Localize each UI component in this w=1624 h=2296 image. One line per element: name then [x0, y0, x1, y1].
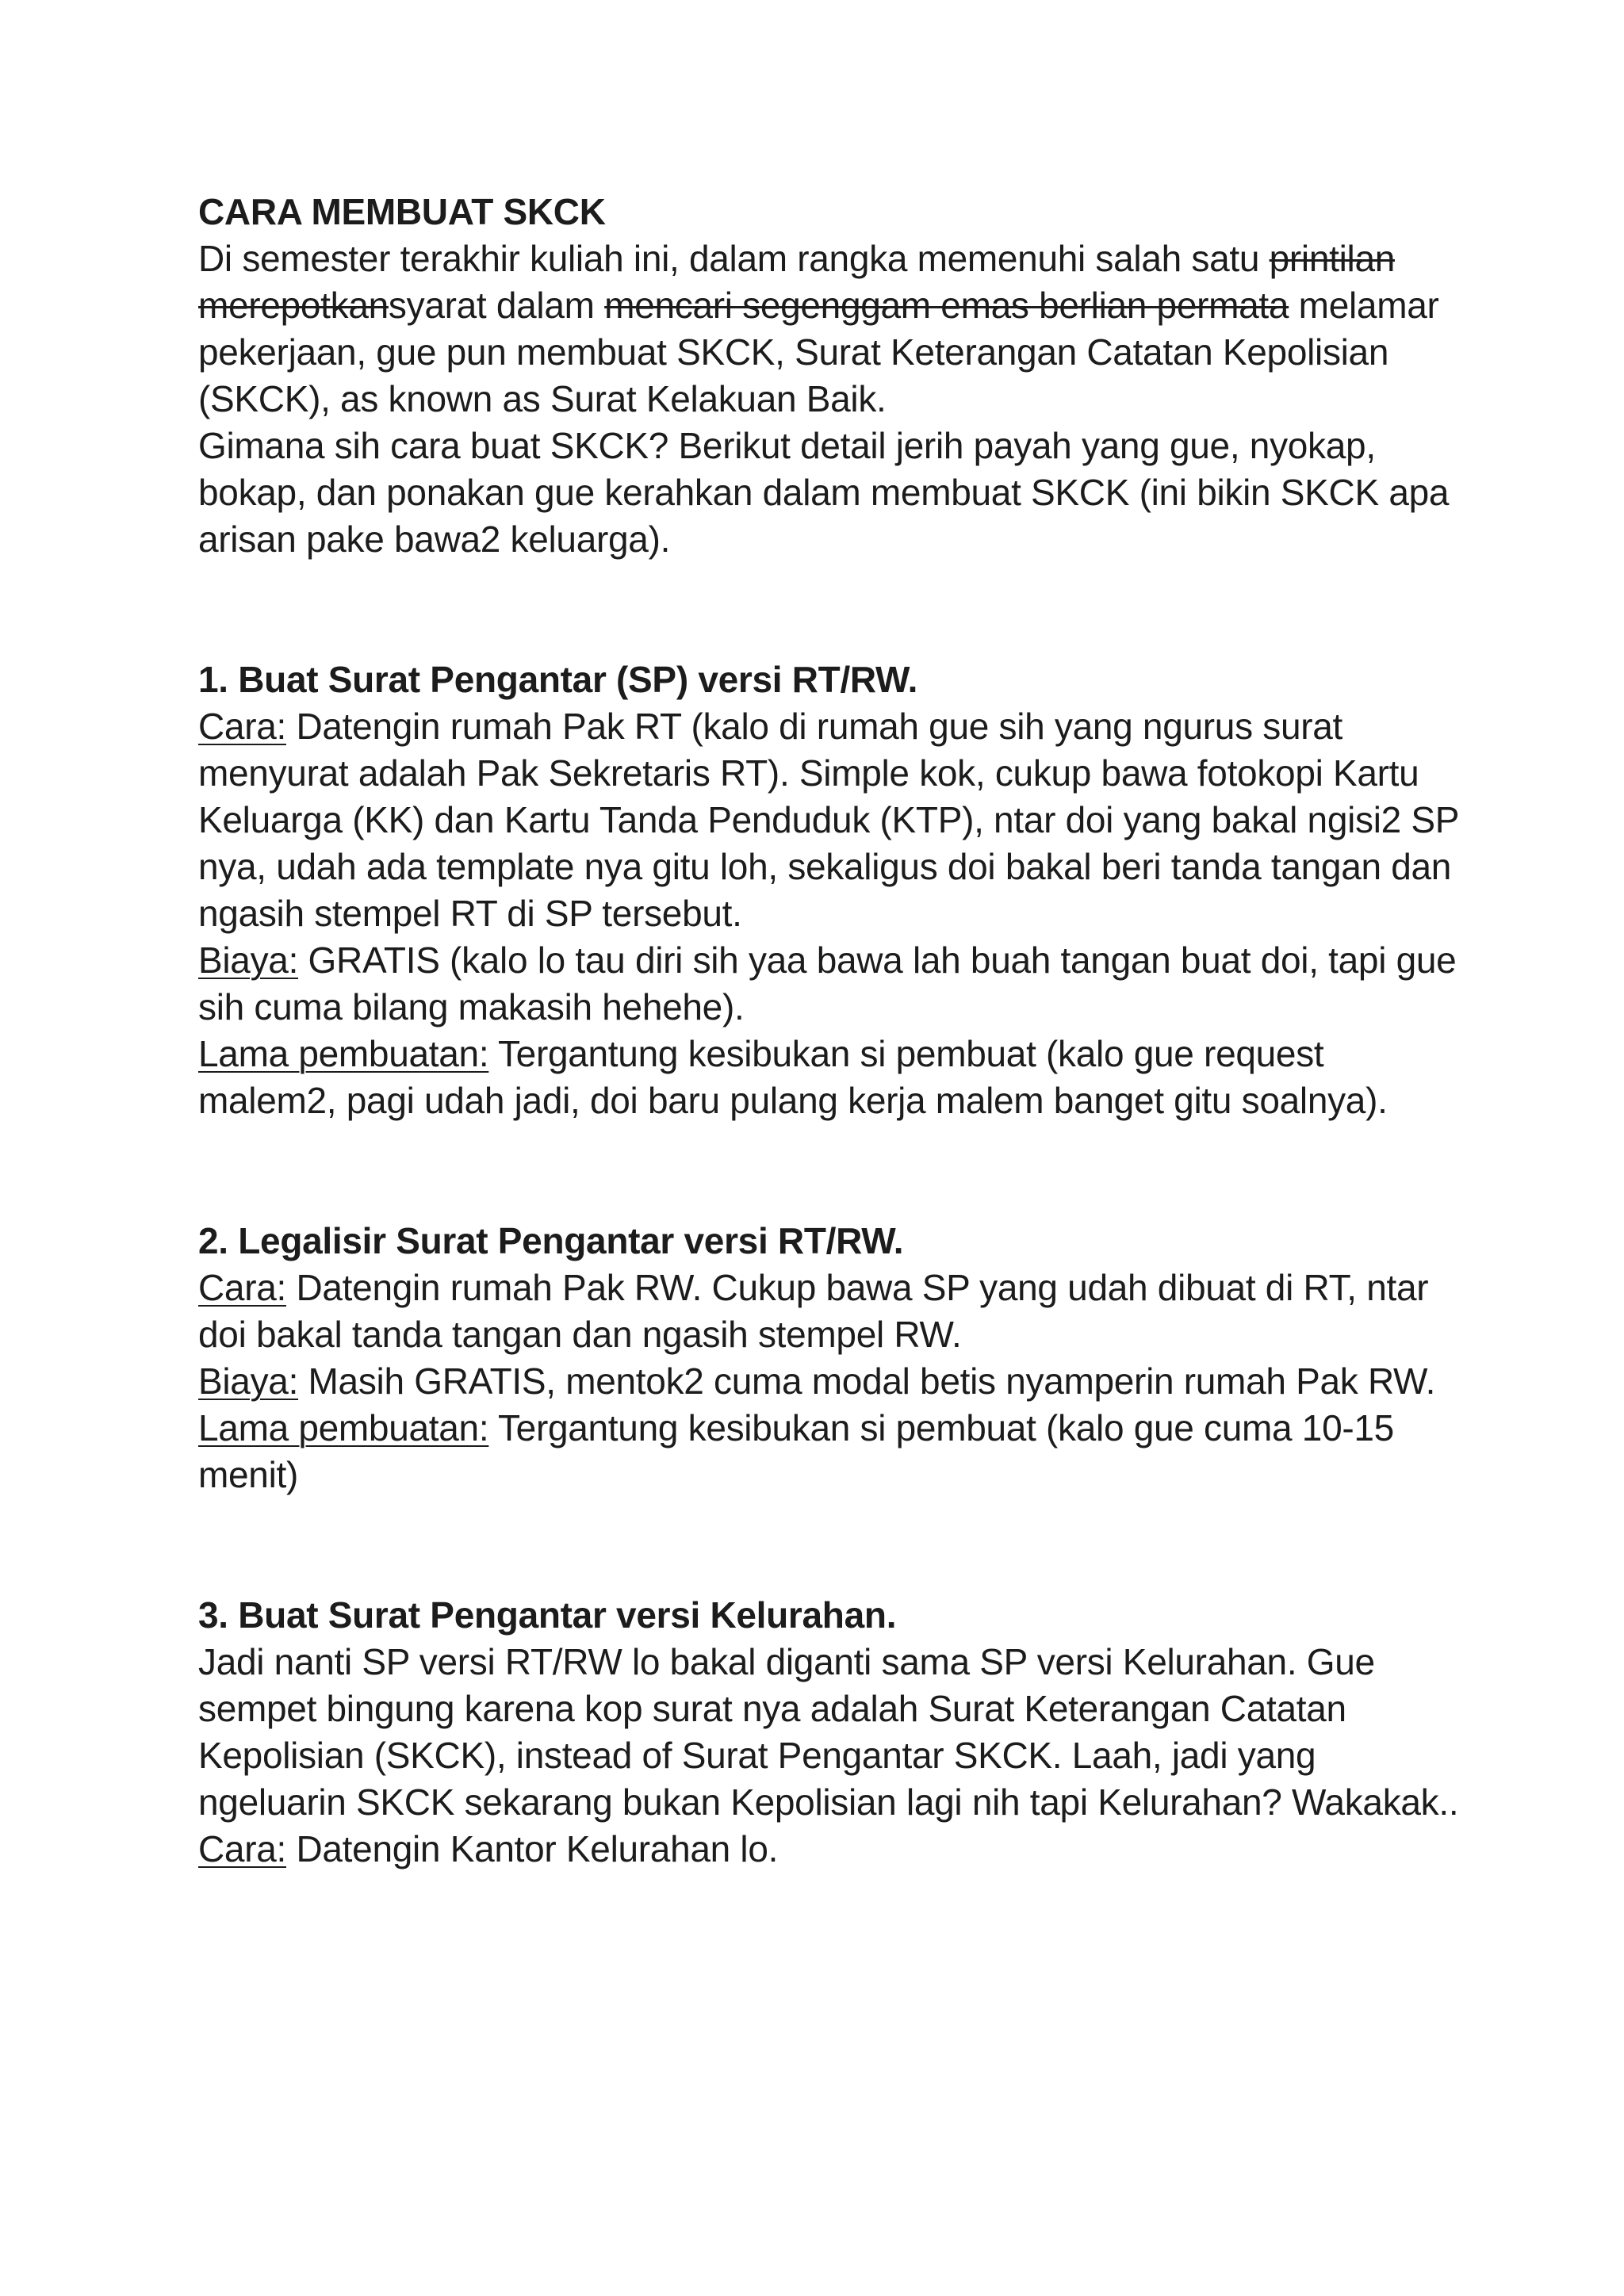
- intro-paragraph-1: [198, 235, 1467, 423]
- cara-label: Cara:: [198, 1828, 286, 1869]
- lama-text: Tergantung kesibukan si pembuat (kalo gue request malem2, pagi udah jadi, doi baru pulang kerja malem banget gitu soalnya).: [198, 1033, 1388, 1121]
- lama-label: Lama pembuatan:: [198, 1407, 489, 1448]
- intro-text-c: melamar pekerjaan, gue pun membuat SKCK, Surat Keterangan Catatan Kepolisian (SKCK), as known as Surat Kelakuan Baik.: [198, 285, 1439, 419]
- section-3-body: Jadi nanti SP versi RT/RW lo bakal diganti sama SP versi Kelurahan. Gue sempet bingung karena kop surat nya adalah Surat Keterangan Catatan Kepolisian (SKCK), instead of Surat Pengantar SKCK. Laah, jadi yang ngeluarin SKCK sekarang bukan Kepolisian lagi nih tapi Kelurahan? Wakakak..: [198, 1641, 1459, 1823]
- document-title: CARA MEMBUAT SKCK: [198, 191, 606, 232]
- cara-label: Cara:: [198, 1267, 286, 1308]
- section-2-biaya: [198, 1358, 1467, 1405]
- section-1-cara: [198, 703, 1467, 937]
- section-3-heading: 3. Buat Surat Pengantar versi Kelurahan.: [198, 1594, 897, 1636]
- cara-text: Datengin rumah Pak RW. Cukup bawa SP yang udah dibuat di RT, ntar doi bakal tanda tangan dan ngasih stempel RW.: [198, 1267, 1429, 1355]
- section-1-lama: [198, 1031, 1467, 1124]
- lama-label: Lama pembuatan:: [198, 1033, 489, 1074]
- lama-text: Tergantung kesibukan si pembuat (kalo gue cuma 10-15 menit): [198, 1407, 1394, 1495]
- cara-text: Datengin Kantor Kelurahan lo.: [286, 1828, 779, 1869]
- biaya-label: Biaya:: [198, 1360, 299, 1402]
- biaya-text: Masih GRATIS, mentok2 cuma modal betis nyamperin rumah Pak RW.: [298, 1360, 1436, 1402]
- strikethrough-text-2: mencari segenggam emas berlian permata: [604, 285, 1289, 326]
- section-2-heading: 2. Legalisir Surat Pengantar versi RT/RW.: [198, 1220, 904, 1261]
- section-2-cara: [198, 1265, 1467, 1358]
- section-1-biaya: [198, 937, 1467, 1031]
- intro-text-b: syarat dalam: [388, 285, 605, 326]
- cara-label: Cara:: [198, 706, 286, 747]
- intro-text-a: Di semester terakhir kuliah ini, dalam rangka memenuhi salah satu: [198, 238, 1270, 279]
- section-3-cara: [198, 1826, 1467, 1873]
- strikethrough-text-1: printilan merepotkan: [198, 238, 1396, 326]
- document-page: [198, 189, 1467, 1873]
- biaya-text: GRATIS (kalo lo tau diri sih yaa bawa lah buah tangan buat doi, tapi gue sih cuma bilang makasih hehehe).: [198, 939, 1457, 1027]
- section-1-heading: 1. Buat Surat Pengantar (SP) versi RT/RW.: [198, 659, 918, 700]
- section-2-lama: [198, 1405, 1467, 1498]
- cara-text: Datengin rumah Pak RT (kalo di rumah gue sih yang ngurus surat menyurat adalah Pak Sekretaris RT). Simple kok, cukup bawa fotokopi Kartu Keluarga (KK) dan Kartu Tanda Penduduk (KTP), ntar doi yang bakal ngisi2 SP nya, udah ada template nya gitu loh, sekaligus doi bakal beri tanda tangan dan ngasih stempel RT di SP tersebut.: [198, 706, 1459, 934]
- biaya-label: Biaya:: [198, 939, 299, 981]
- intro-paragraph-2: Gimana sih cara buat SKCK? Berikut detail jerih payah yang gue, nyokap, bokap, dan ponakan gue kerahkan dalam membuat SKCK (ini bikin SKCK apa arisan pake bawa2 keluarga).: [198, 425, 1450, 560]
